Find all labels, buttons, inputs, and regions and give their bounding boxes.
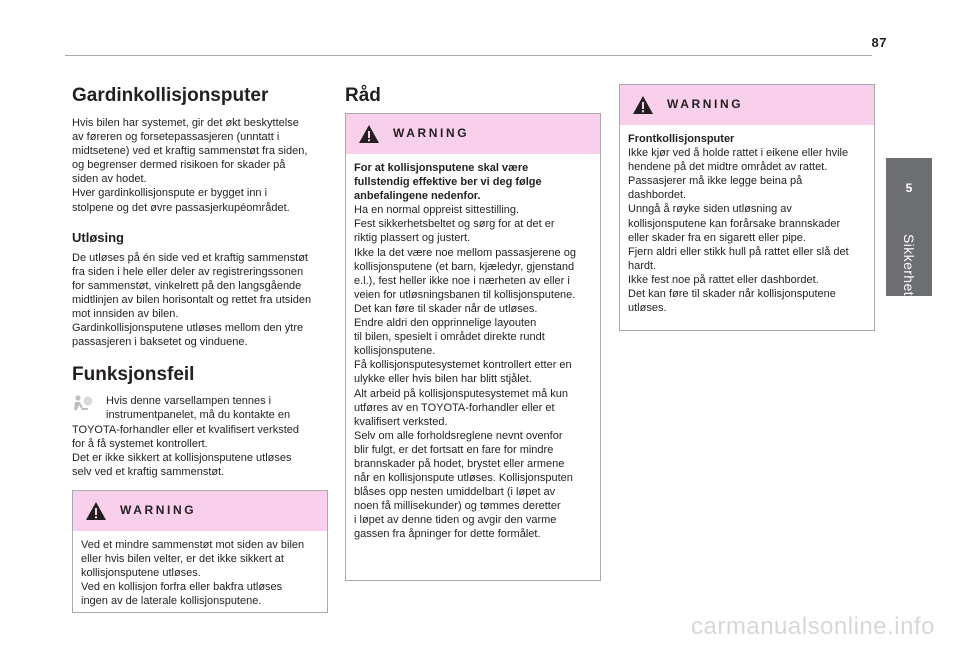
section-title-curtain-airbags: Gardinkollisjonsputer	[72, 85, 269, 106]
warning-box-front-airbags	[619, 84, 875, 331]
warning-header	[73, 491, 327, 531]
warning-triangle-icon	[632, 95, 654, 115]
warning-intro-bold: For at kollisjonsputene skal være fullstendig effektive ber vi deg følge anbefalingene nedenfor.	[354, 162, 542, 203]
fault-text-rest: TOYOTA-forhandler eller et kvalifisert verksted for å få systemet kontrollert. Det er ikke sikkert at kollisjonsputene utløses selv ved et kraftig sammenstøt.	[72, 423, 300, 478]
chapter-title: Sikkerhet	[901, 234, 917, 296]
warning-text: Ha en normal oppreist sittestilling. Fest sikkerhetsbeltet og sørg for at det er riktig plassert og justert. Ikke la det være noe mellom passasjerene og kollisjonsputene (et barn, kjæledyr, gjenstand e.l.), fest heller ikke noe i nærheten av eller i veien for utløsningsbanen til kollisjonsputene. Det kan føre til skader når de utløses. Endre aldri den opprinnelige layouten til bilen, spesielt i området direkte rundt kollisjonsputene. Få kollisjonsputesystemet kontrollert etter en ulykke eller hvis bilen har blitt stjålet. Alt arbeid på kollisjonsputesystemet må kun utføres av en TOYOTA-forhandler eller et kvalifisert verksted. Selv om alle forholdsreglene nevnt ovenfor blir fulgt, er det fortsatt en fare for mindre brannskader på hodet, brystet eller armene når en kollisjonspute utløses. Kollisjonsputen blåses opp nesten umiddelbart (i løpet av noen få millisekunder) og tømmes deretter i løpet av denne tiden og avgir den varme gassen fra åpninger for dette formålet.	[354, 204, 576, 541]
fault-text-line1: Hvis denne varsellampen tennes i	[106, 395, 272, 408]
warning-subheading: Frontkollisjonsputer	[628, 133, 735, 145]
column-curtain-airbags	[72, 84, 327, 479]
warning-box-side-impact	[72, 490, 328, 613]
warning-label: WARNING	[120, 503, 197, 517]
warning-box-advice	[345, 113, 601, 581]
warning-triangle-icon	[85, 501, 107, 521]
watermark: carmanualsonline.info	[691, 613, 935, 640]
chapter-number: 5	[905, 181, 913, 195]
warning-text: Ikke kjør ved å holde rattet i eikene eller hvile hendene på det midtre området av rattet. Passasjerer må ikke legge beina på dashbordet. Unngå å røyke siden utløsning av kollisjonsputene kan forårsake brannskader eller skader fra en sigarett eller pipe. Fjern aldri eller stikk hull på rattet eller slå det hardt. Ikke fest noe på rattet eller dashbordet. Det kan føre til skader når kollisjonsputene utløses.	[628, 147, 849, 315]
curtain-intro-text: Hvis bilen har systemet, gir det økt beskyttelse av føreren og forsetepassasjeren (unntatt i midtsetene) ved et kraftig sammenstøt fra siden, og begrenser dermed risikoen for skader på siden av hodet. Hver gardinkollisjonspute er bygget inn i stolpene og det øvre passasjerkupéområdet.	[72, 117, 308, 214]
warning-label: WARNING	[667, 97, 744, 111]
header-rule	[65, 55, 872, 56]
warning-triangle-icon	[358, 124, 380, 144]
section-title-advice: Råd	[345, 85, 381, 106]
warning-text: Ved et mindre sammenstøt mot siden av bilen eller hvis bilen velter, er det ikke sikkert at kollisjonsputene utløses. Ved en kollisjon forfra eller bakfra utløses ingen av de laterale kollisjonsputene.	[81, 539, 305, 608]
warning-header	[620, 85, 874, 125]
fault-heading: Funksjonsfeil	[72, 364, 195, 386]
chapter-tab[interactable]	[886, 158, 932, 296]
warning-header	[346, 114, 600, 154]
trigger-text: De utløses på én side ved et kraftig sammenstøt fra siden i hele eller deler av registreringssonen for sammenstøt, vinkelrett på den langsgående midtlinjen av bilen horisontalt og rettet fra utsiden mot innsiden av bilen. Gardinkollisjonsputene utløses mellom den ytre passasjeren i baksetet og vinduene.	[72, 251, 312, 349]
airbag-warning-lamp-icon	[72, 394, 94, 412]
fault-text-line2: instrumentpanelet, må du kontakte en	[106, 409, 291, 422]
trigger-heading: Utløsing	[72, 229, 124, 245]
page-number: 87	[871, 35, 887, 50]
column-advice	[345, 84, 600, 108]
warning-label: WARNING	[393, 126, 470, 140]
